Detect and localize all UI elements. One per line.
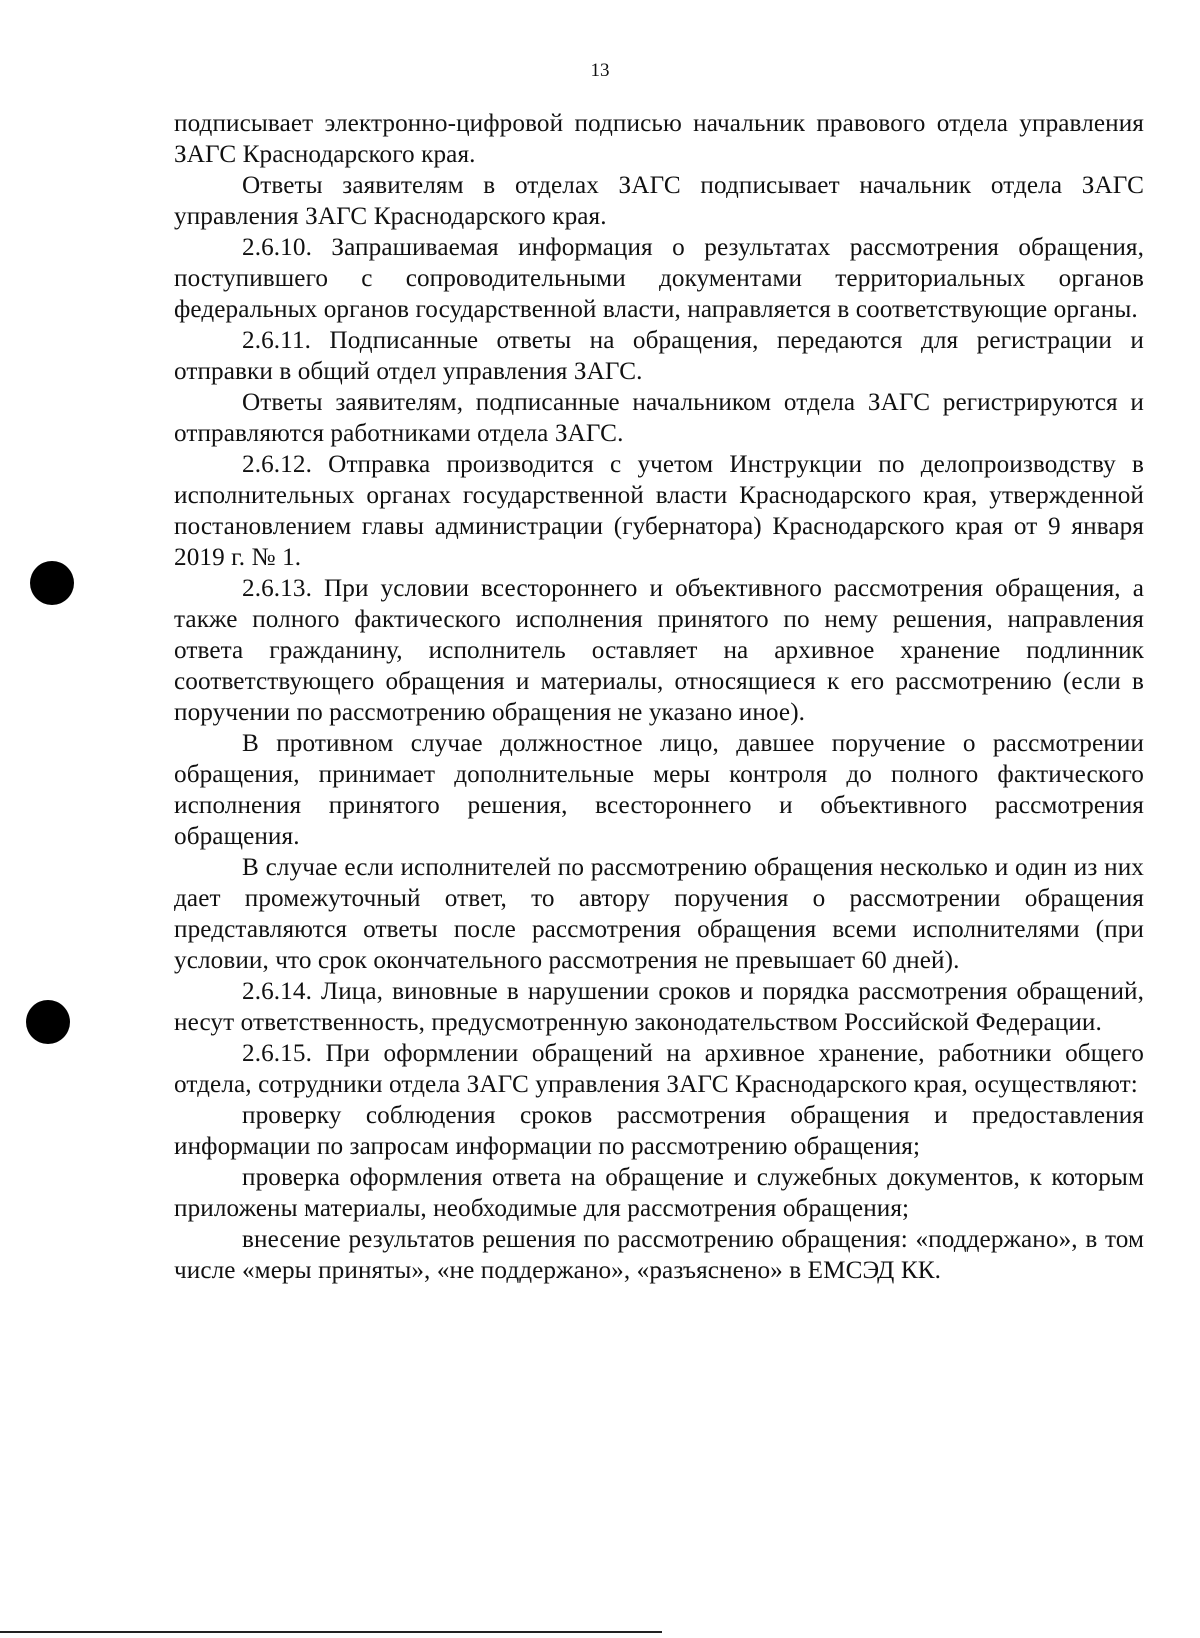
paragraph-2-6-10: 2.6.10. Запрашиваемая информация о результатах рассмотрения обращения, поступившего с сопроводительными документами территориальных органов федеральных органов государственной власти, направляется в соответствующие органы. (174, 234, 1144, 323)
paragraph-2-6-14: 2.6.14. Лица, виновные в нарушении сроков и порядка рассмотрения обращений, несут ответственность, предусмотренную законодательством Российской Федерации. (174, 978, 1144, 1036)
punch-hole-mark (26, 1000, 70, 1044)
paragraph-answers-zags: Ответы заявителям в отделах ЗАГС подписывает начальник отдела ЗАГС управления ЗАГС Краснодарского края. (174, 172, 1144, 230)
paragraph-multiple-executors: В случае если исполнителей по рассмотрению обращения несколько и один из них дает промежуточный ответ, то автору поручения о рассмотрении обращения представляются ответы после рассмотрения обращения всеми исполнителями (при условии, что срок окончательного рассмотрения не превышает 60 дней). (174, 854, 1144, 974)
paragraph-2-6-12: 2.6.12. Отправка производится с учетом Инструкции по делопроизводству в исполнительных органах государственной власти Краснодарского края, утвержденной постановлением главы администрации (губернатора) Краснодарского края от 9 января 2019 г. № 1. (174, 451, 1144, 571)
punch-hole-mark (30, 561, 74, 605)
paragraph-answers-registration: Ответы заявителям, подписанные начальником отдела ЗАГС регистрируются и отправляются работниками отдела ЗАГС. (174, 389, 1144, 447)
paragraph-2-6-13: 2.6.13. При условии всестороннего и объективного рассмотрения обращения, а также полного фактического исполнения принятого по нему решения, направления ответа гражданину, исполнитель оставляет на архивное хранение подлинник соответствующего обращения и материалы, относящиеся к его рассмотрению (если в поручении по рассмотрению обращения не указано иное). (174, 575, 1144, 726)
document-body (174, 108, 1144, 1286)
list-item-check-deadlines: проверку соблюдения сроков рассмотрения обращения и предоставления информации по запросам информации по рассмотрению обращения; (174, 1102, 1144, 1160)
page-number: 13 (590, 60, 610, 81)
paragraph-2-6-11: 2.6.11. Подписанные ответы на обращения, передаются для регистрации и отправки в общий отдел управления ЗАГС. (174, 327, 1144, 385)
paragraph-continuation: подписывает электронно-цифровой подписью начальник правового отдела управления ЗАГС Краснодарского края. (174, 110, 1144, 168)
paragraph-2-6-15: 2.6.15. При оформлении обращений на архивное хранение, работники общего отдела, сотрудники отдела ЗАГС управления ЗАГС Краснодарского края, осуществляют: (174, 1040, 1144, 1098)
paragraph-otherwise: В противном случае должностное лицо, давшее поручение о рассмотрении обращения, принимает дополнительные меры контроля до полного фактического исполнения принятого решения, всестороннего и объективного рассмотрения обращения. (174, 730, 1144, 850)
list-item-enter-results: внесение результатов решения по рассмотрению обращения: «поддержано», в том числе «меры приняты», «не поддержано», «разъяснено» в ЕМСЭД КК. (174, 1226, 1144, 1284)
scan-edge-line (0, 1631, 662, 1633)
list-item-check-formatting: проверка оформления ответа на обращение и служебных документов, к которым приложены материалы, необходимые для рассмотрения обращения; (174, 1164, 1144, 1222)
